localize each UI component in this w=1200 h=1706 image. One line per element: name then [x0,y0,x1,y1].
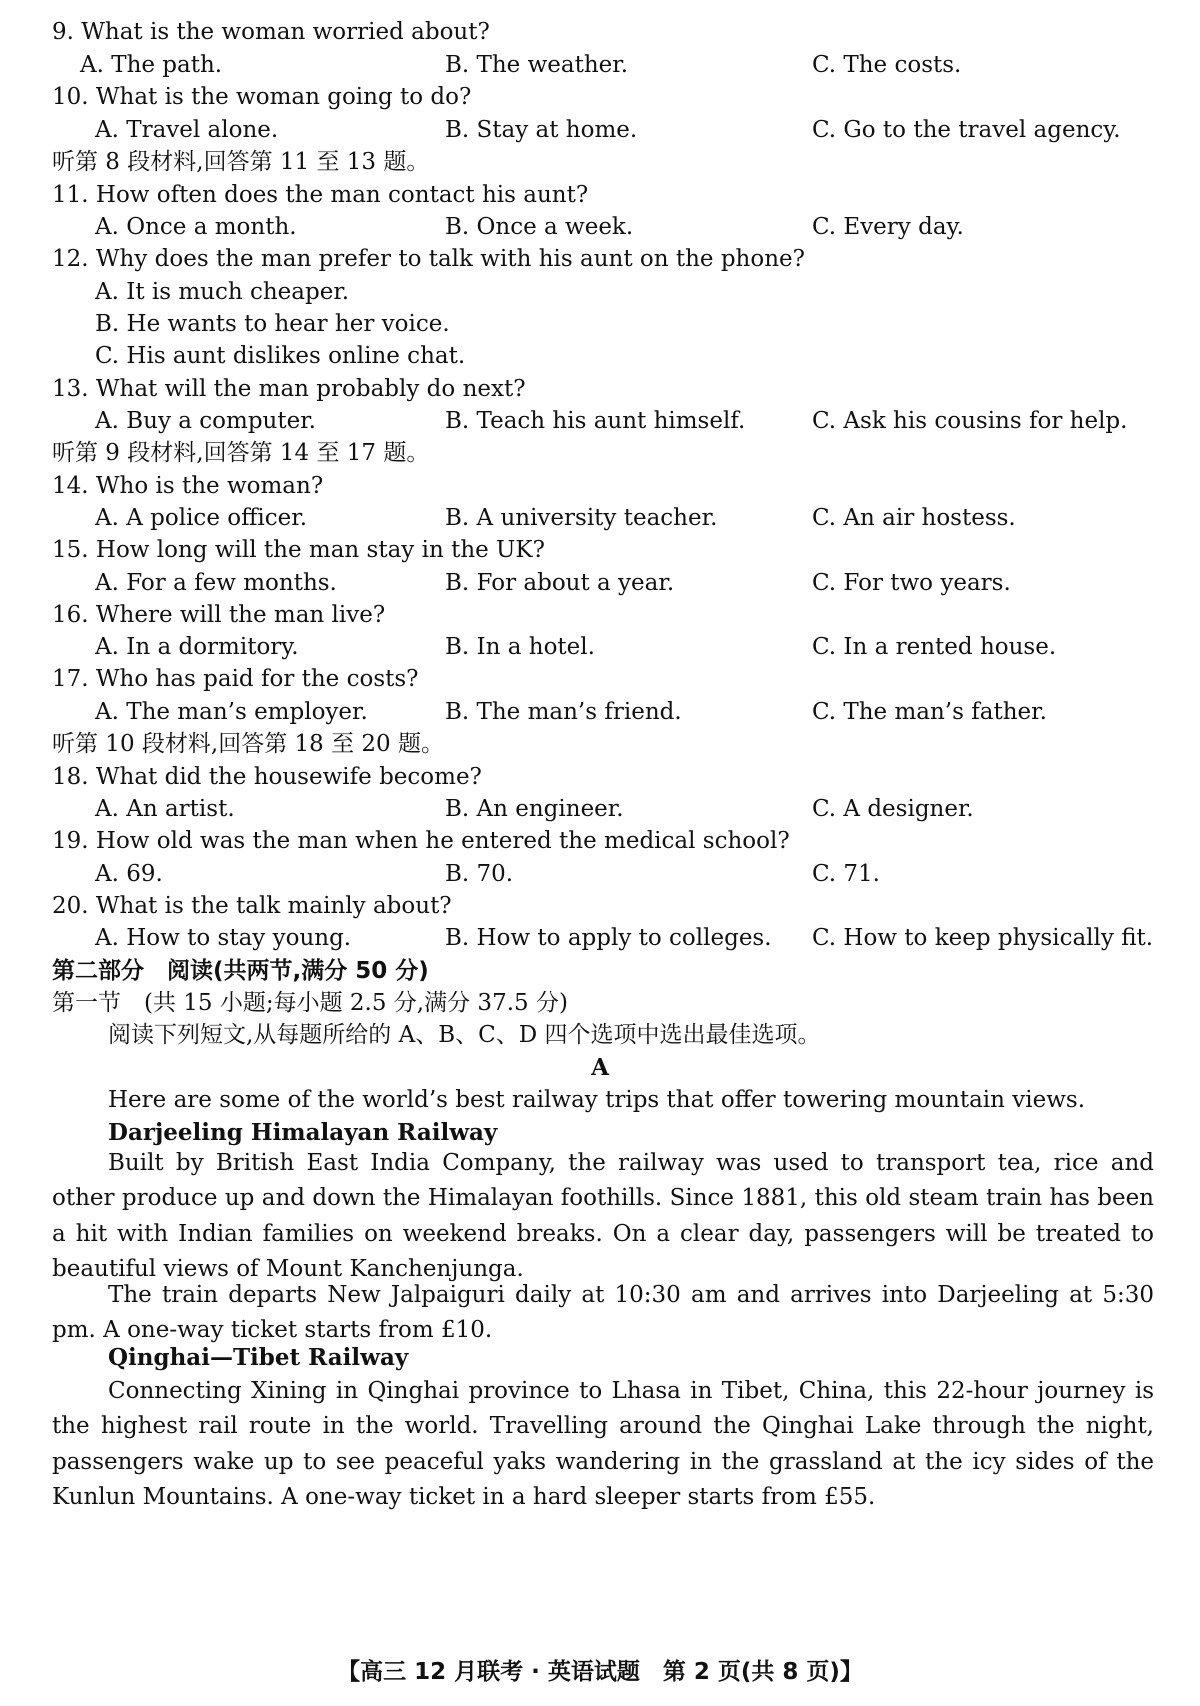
question-19-option-a: A. 69. [95,861,163,887]
question-20-option-b: B. How to apply to colleges. [445,925,772,951]
question-14-option-b: B. A university teacher. [445,505,718,531]
question-13-option-a: A. Buy a computer. [95,408,316,434]
question-10-option-a: A. Travel alone. [95,117,279,143]
question-17-option-b: B. The man’s friend. [445,699,682,725]
part-two-title: 第二部分 阅读(共两节,满分 50 分) [52,958,429,984]
paragraph-darjeeling-history: Built by British East India Company, the railway was used to transport tea, rice and other produce up and down the Himalayan foothills. Since 1881, this old steam train has been a hit with Indian families on weekend breaks. On a clear day, passengers will be treated to beautiful views of Mount Kanchenjunga. [52,1150,1154,1282]
question-14-option-c: C. An air hostess. [812,505,1016,531]
question-16-stem: 16. Where will the man live? [52,602,386,628]
question-9-option-c: C. The costs. [812,52,962,78]
question-19-stem: 19. How old was the man when he entered the medical school? [52,828,790,854]
question-14-stem: 14. Who is the woman? [52,473,324,499]
passage-letter: A [591,1054,609,1081]
question-12-stem: 12. Why does the man prefer to talk with his aunt on the phone? [52,246,805,272]
question-11-option-a: A. Once a month. [95,214,297,240]
question-18-option-c: C. A designer. [812,796,974,822]
page-footer: 【高三 12 月联考 · 英语试题 第 2 页(共 8 页)】 [337,1659,863,1685]
question-14-option-a: A. A police officer. [95,505,308,531]
question-9-stem: 9. What is the woman worried about? [52,19,490,45]
question-11-stem: 11. How often does the man contact his aunt? [52,182,589,208]
question-19-option-c: C. 71. [812,861,880,887]
question-15-stem: 15. How long will the man stay in the UK? [52,537,545,563]
question-13-option-b: B. Teach his aunt himself. [445,408,746,434]
question-17-option-a: A. The man’s employer. [95,699,368,725]
section-10-instruction: 听第 10 段材料,回答第 18 至 20 题。 [52,731,444,757]
question-12-option-a: A. It is much cheaper. [95,279,350,305]
section-heading-darjeeling: Darjeeling Himalayan Railway [108,1119,498,1146]
question-9-option-b: B. The weather. [445,52,629,78]
question-16-option-a: A. In a dormitory. [95,634,299,660]
question-10-option-b: B. Stay at home. [445,117,638,143]
question-15-option-a: A. For a few months. [95,570,337,596]
question-18-option-b: B. An engineer. [445,796,624,822]
section-9-instruction: 听第 9 段材料,回答第 14 至 17 题。 [52,440,430,466]
question-11-option-b: B. Once a week. [445,214,634,240]
question-15-option-c: C. For two years. [812,570,1011,596]
section-heading-qinghai-tibet: Qinghai—Tibet Railway [108,1344,409,1371]
question-10-option-c: C. Go to the travel agency. [812,117,1121,143]
question-16-option-c: C. In a rented house. [812,634,1057,660]
question-12-option-c: C. His aunt dislikes online chat. [95,343,466,369]
question-15-option-b: B. For about a year. [445,570,675,596]
question-20-stem: 20. What is the talk mainly about? [52,893,452,919]
question-9-option-a: A. The path. [80,52,223,78]
reading-instruction: 阅读下列短文,从每题所给的 A、B、C、D 四个选项中选出最佳选项。 [108,1022,821,1048]
section-one-title: 第一节 (共 15 小题;每小题 2.5 分,满分 37.5 分) [52,990,568,1016]
paragraph-darjeeling-schedule: The train departs New Jalpaiguri daily at 10:30 am and arrives into Darjeeling at 5:30 pm. A one-way ticket starts from £10. [52,1282,1154,1344]
question-18-option-a: A. An artist. [95,796,235,822]
question-17-stem: 17. Who has paid for the costs? [52,666,419,692]
question-19-option-b: B. 70. [445,861,514,887]
question-20-option-c: C. How to keep physically fit. [812,925,1154,951]
question-17-option-c: C. The man’s father. [812,699,1047,725]
question-13-option-c: C. Ask his cousins for help. [812,408,1128,434]
question-11-option-c: C. Every day. [812,214,964,240]
question-16-option-b: B. In a hotel. [445,634,595,660]
paragraph-qinghai-tibet: Connecting Xining in Qinghai province to Lhasa in Tibet, China, this 22-hour journey is the highest rail route in the world. Travelling around the Qinghai Lake through the night, passengers wake up to see peaceful yaks wandering in the grassland at the icy sides of the Kunlun Mountains. A one-way ticket in a hard sleeper starts from £55. [52,1378,1154,1510]
question-13-stem: 13. What will the man probably do next? [52,376,526,402]
question-18-stem: 18. What did the housewife become? [52,764,482,790]
passage-intro: Here are some of the world’s best railway trips that offer towering mountain views. [108,1087,1086,1113]
section-8-instruction: 听第 8 段材料,回答第 11 至 13 题。 [52,149,430,175]
question-12-option-b: B. He wants to hear her voice. [95,311,450,337]
question-10-stem: 10. What is the woman going to do? [52,84,472,110]
question-20-option-a: A. How to stay young. [95,925,352,951]
